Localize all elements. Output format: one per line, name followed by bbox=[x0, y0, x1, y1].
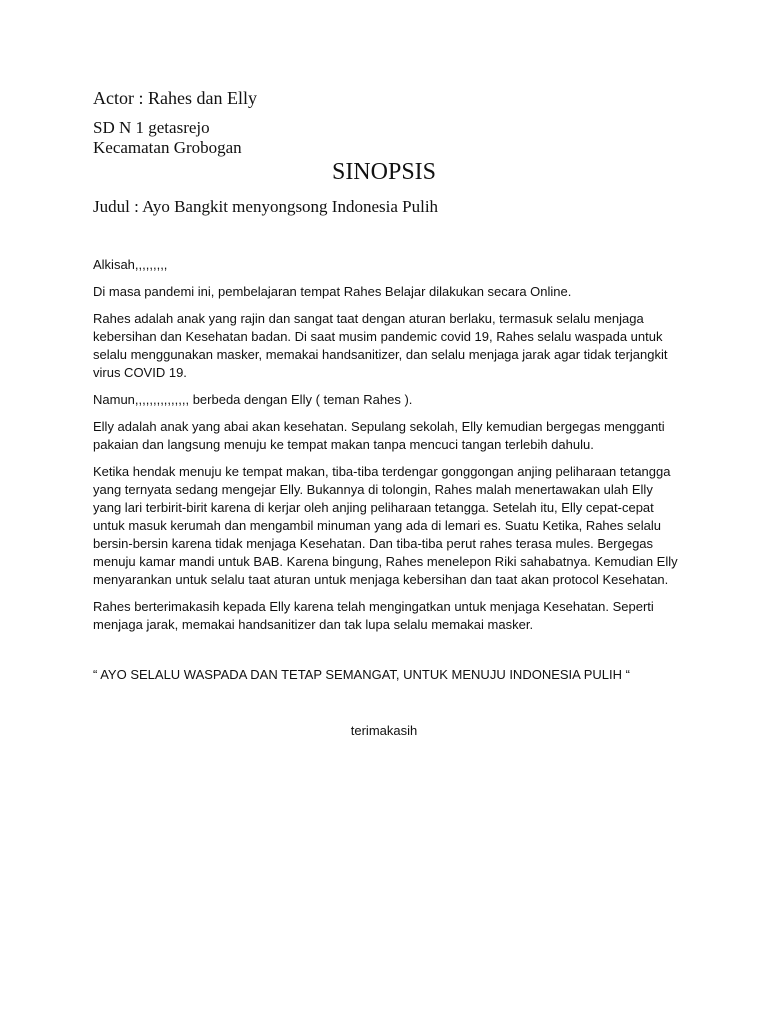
paragraph-opening: Alkisah,,,,,,,,, bbox=[93, 257, 168, 272]
paragraph-context: Di masa pandemi ini, pembelajaran tempat Rahes Belajar dilakukan secara Online. bbox=[93, 284, 572, 299]
motto-line: “ AYO SELALU WASPADA DAN TETAP SEMANGAT, UNTUK MENUJU INDONESIA PULIH “ bbox=[93, 667, 630, 682]
actor-line: Actor : Rahes dan Elly bbox=[93, 88, 257, 108]
district-name: Kecamatan Grobogan bbox=[93, 138, 242, 157]
document-title: SINOPSIS bbox=[331, 159, 437, 185]
closing-text: terimakasih bbox=[350, 723, 418, 738]
synopsis-body bbox=[93, 256, 678, 643]
paragraph-story: Ketika hendak menuju ke tempat makan, tiba-tiba terdengar gonggongan anjing peliharaan tetangga yang ternyata sedang mengejar Elly. Bukannya di tolongin, Rahes malah menertawakan ulah Elly yang lari terbirit-birit karena di kerjar oleh anjing peliharaan tetangga. Setelah itu, Elly cepat-cepat untuk masuk kerumah dan mengambil minuman yang ada di lemari es. Suatu Ketika, Rahes selalu bersin-bersin karena tidak menjaga Kesehatan. Dan tiba-tiba perut rahes terasa mules. Bergegas menuju kamar mandi untuk BAB. Karena bingung, Rahes menelepon Riki sahabatnya. Kemudian Elly menyarankan untuk selalu taat aturan untuk menjaga kebersihan dan taat akan protocol Kesehatan. bbox=[93, 464, 678, 587]
school-block bbox=[93, 118, 242, 158]
paragraph-ending: Rahes berterimakasih kepada Elly karena telah mengingatkan untuk menjaga Kesehatan. Seperti menjaga jarak, memakai handsanitizer dan tak lupa selalu memakai masker. bbox=[93, 599, 654, 632]
paragraph-elly: Elly adalah anak yang abai akan kesehatan. Sepulang sekolah, Elly kemudian bergegas mengganti pakaian dan langsung menuju ke tempat makan tanpa mencuci tangan terlebih dahulu. bbox=[93, 419, 665, 452]
paragraph-transition: Namun,,,,,,,,,,,,,,, berbeda dengan Elly ( teman Rahes ). bbox=[93, 392, 413, 407]
paragraph-rahes: Rahes adalah anak yang rajin dan sangat taat dengan aturan berlaku, termasuk selalu menjaga kebersihan dan Kesehatan badan. Di saat musim pandemic covid 19, Rahes selalu waspada untuk selalu menggunakan masker, memakai handsanitizer, dan selalu menjaga jarak agar tidak terjangkit virus COVID 19. bbox=[93, 311, 668, 380]
story-title: Judul : Ayo Bangkit menyongsong Indonesia Pulih bbox=[93, 197, 439, 216]
school-name: SD N 1 getasrejo bbox=[93, 118, 210, 137]
